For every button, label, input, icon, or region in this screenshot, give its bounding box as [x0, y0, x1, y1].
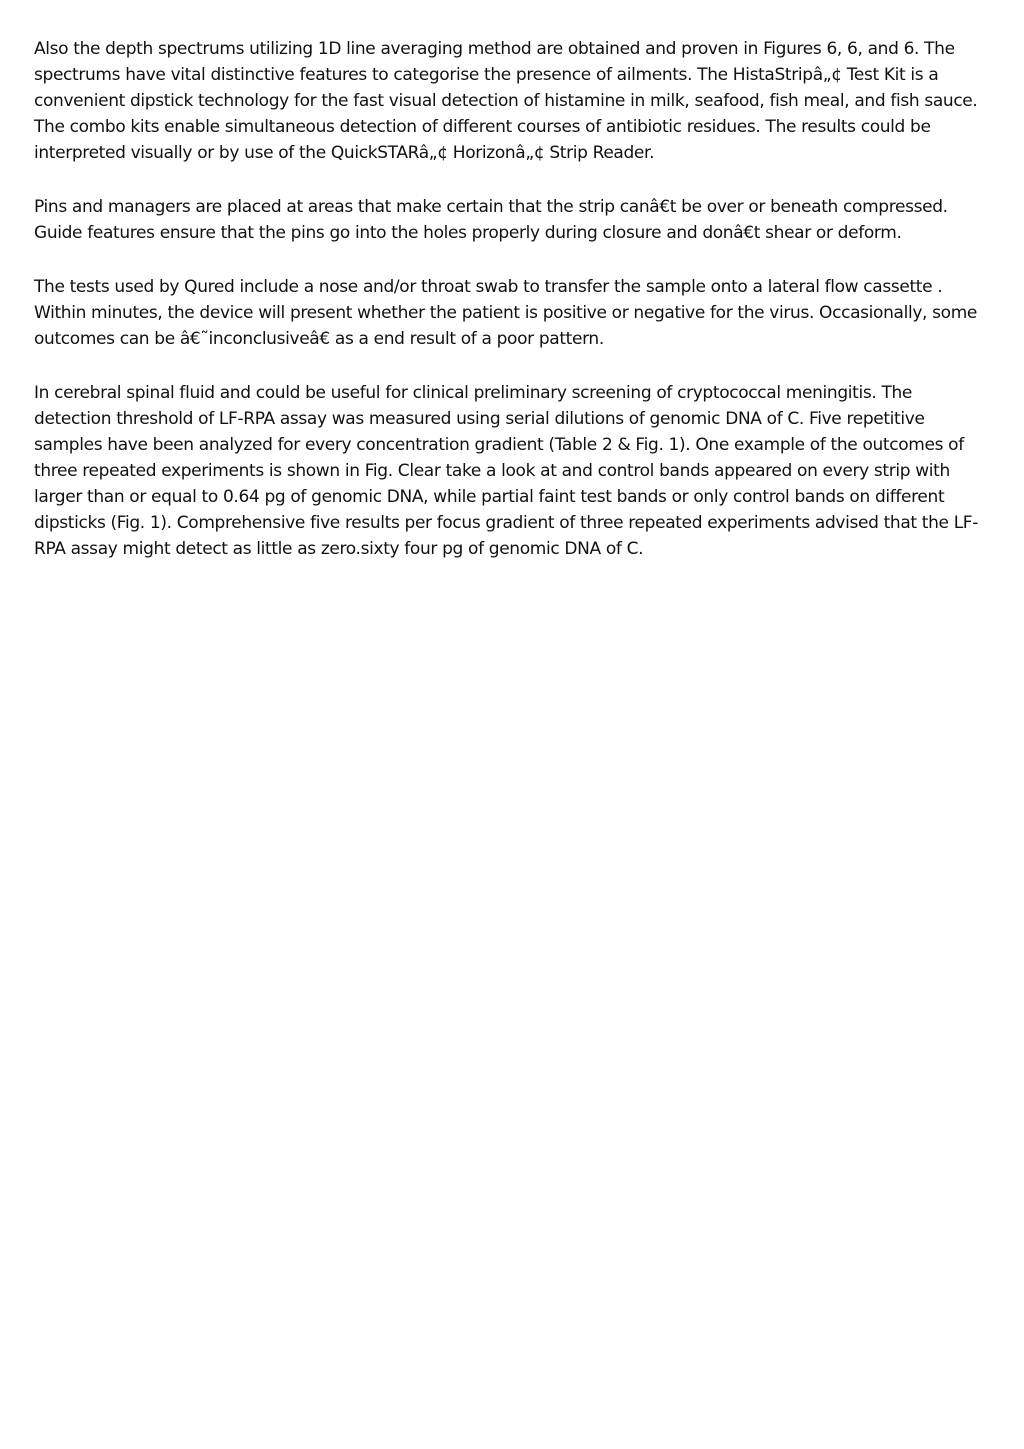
- text-line: samples have been analyzed for every concentration gradient (Table 2 & Fig. 1). One example of the outcomes of: [34, 435, 964, 455]
- text-line: Within minutes, the device will present whether the patient is positive or negative for the virus. Occasionally, some: [34, 303, 978, 323]
- text-line: The combo kits enable simultaneous detection of different courses of antibiotic residues. The results could be: [34, 117, 931, 137]
- paragraph-2: [34, 194, 996, 246]
- paragraph-3: [34, 274, 996, 352]
- text-line: dipsticks (Fig. 1). Comprehensive five results per focus gradient of three repeated experiments advised that the LF-: [34, 513, 979, 533]
- text-line: outcomes can be â€˜inconclusiveâ€ as a end result of a poor pattern.: [34, 329, 604, 349]
- paragraph-1: [34, 36, 996, 166]
- text-line: Guide features ensure that the pins go into the holes properly during closure and donâ€t shear or deform.: [34, 223, 902, 243]
- text-line: detection threshold of LF-RPA assay was measured using serial dilutions of genomic DNA of C. Five repetitive: [34, 409, 925, 429]
- text-line: In cerebral spinal fluid and could be useful for clinical preliminary screening of cryptococcal meningitis. The: [34, 383, 913, 403]
- text-line: three repeated experiments is shown in Fig. Clear take a look at and control bands appeared on every strip with: [34, 461, 950, 481]
- text-line: The tests used by Qured include a nose and/or throat swab to transfer the sample onto a lateral flow cassette .: [34, 277, 943, 297]
- document-body: [34, 36, 996, 590]
- text-line: spectrums have vital distinctive features to categorise the presence of ailments. The HistaStripâ„¢ Test Kit is a: [34, 65, 939, 85]
- text-line: RPA assay might detect as little as zero.sixty four pg of genomic DNA of C.: [34, 539, 644, 559]
- text-line: Pins and managers are placed at areas that make certain that the strip canâ€t be over or beneath compressed.: [34, 197, 948, 217]
- paragraph-4: [34, 380, 996, 562]
- text-line: convenient dipstick technology for the fast visual detection of histamine in milk, seafood, fish meal, and fish sauce.: [34, 91, 978, 111]
- text-line: Also the depth spectrums utilizing 1D line averaging method are obtained and proven in Figures 6, 6, and 6. The: [34, 39, 955, 59]
- text-line: interpreted visually or by use of the QuickSTARâ„¢ Horizonâ„¢ Strip Reader.: [34, 143, 655, 163]
- text-line: larger than or equal to 0.64 pg of genomic DNA, while partial faint test bands or only control bands on different: [34, 487, 945, 507]
